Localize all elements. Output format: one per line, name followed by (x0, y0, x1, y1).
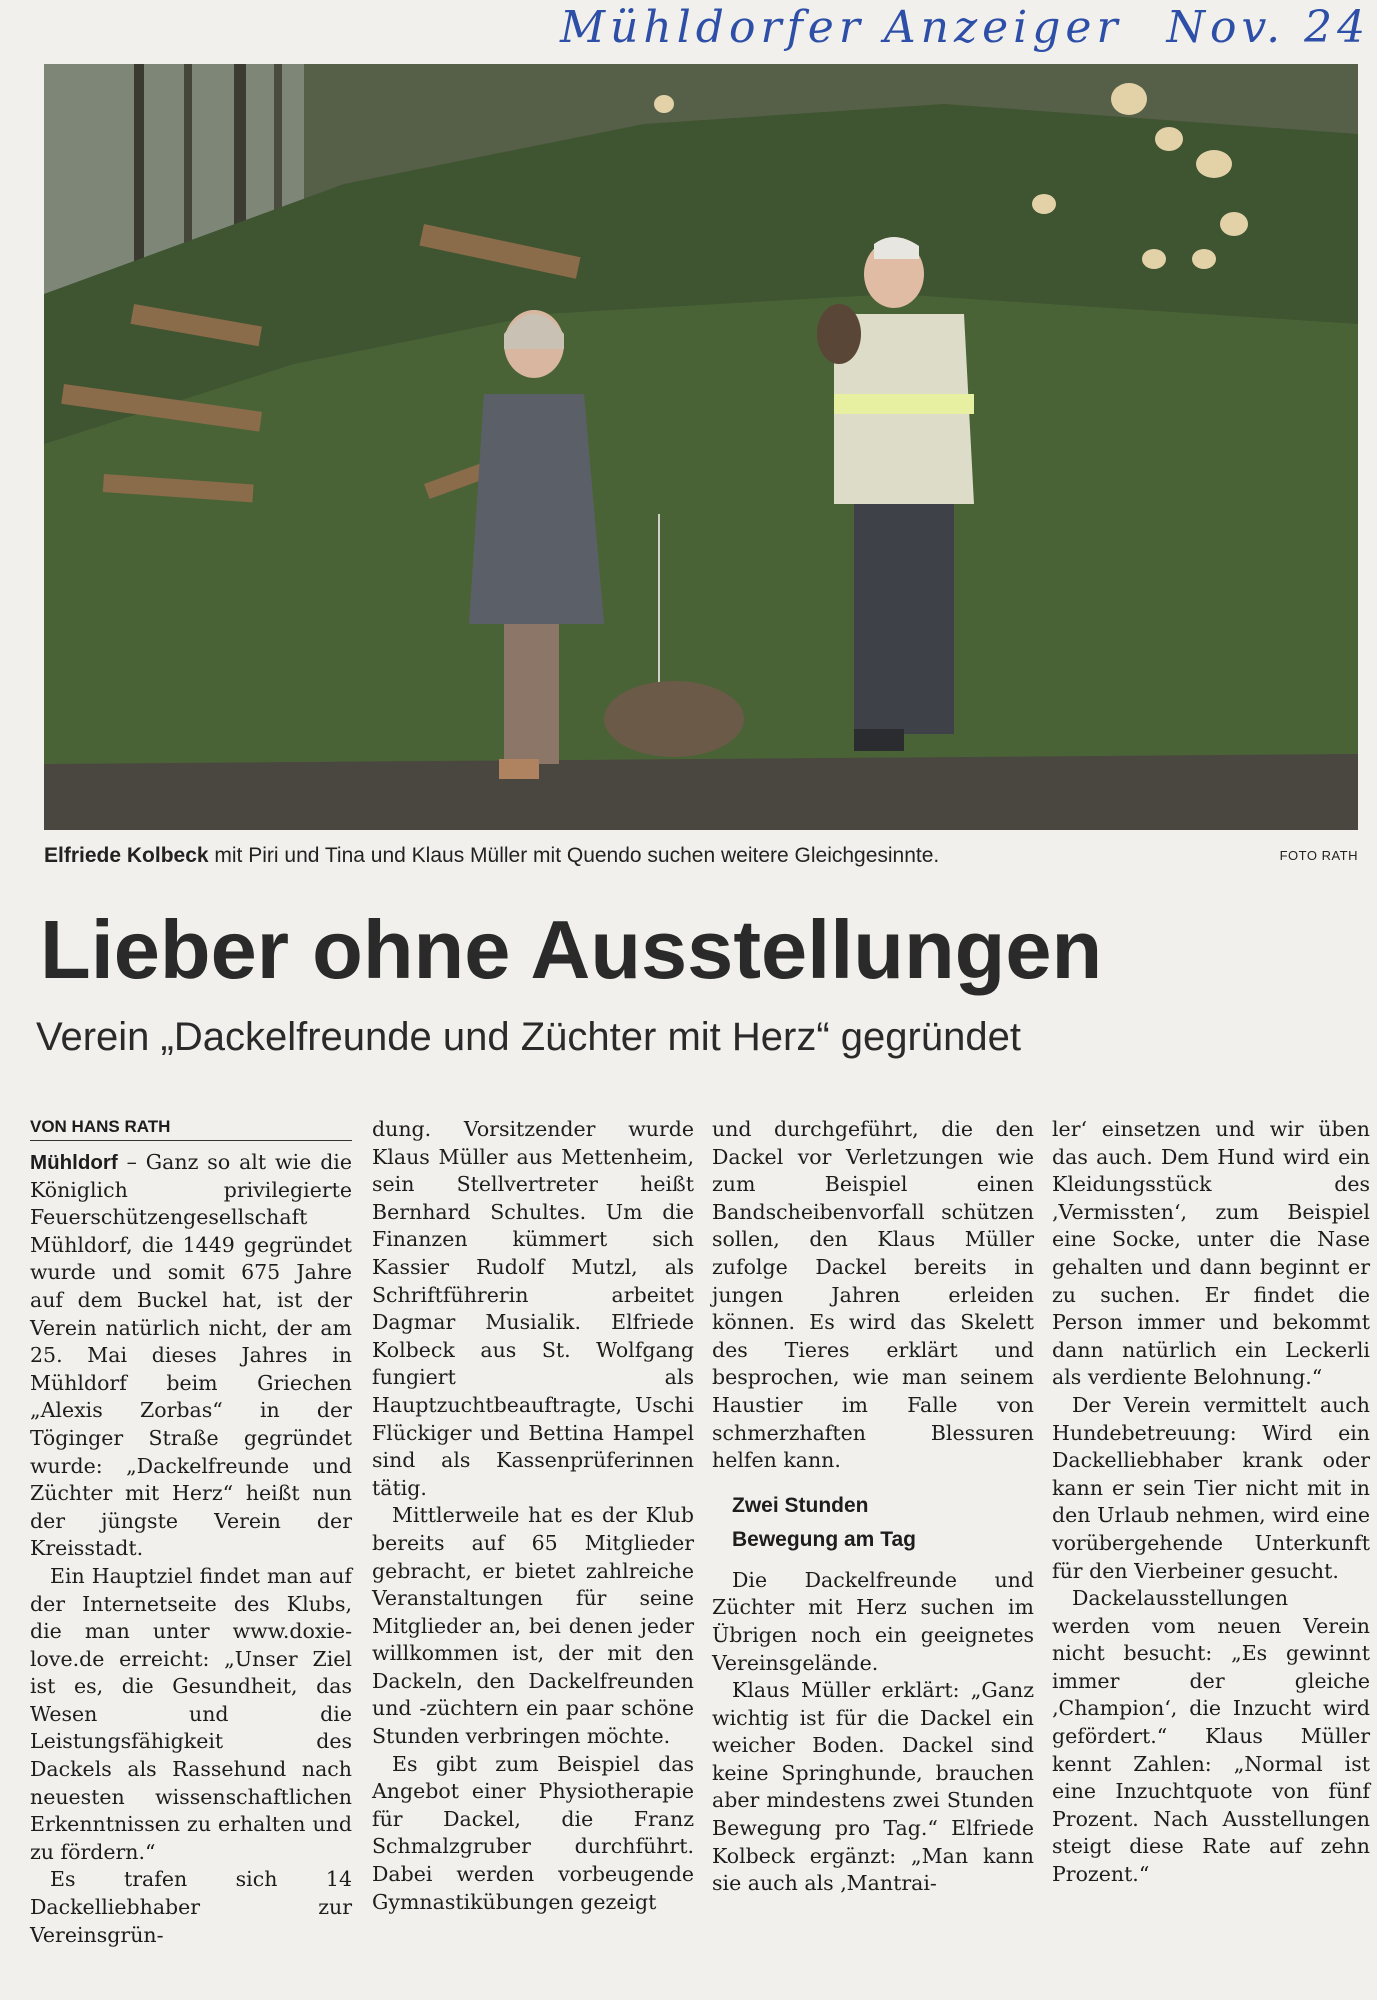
article-photo (44, 64, 1358, 830)
article-headline: Lieber ohne Ausstellungen (40, 903, 1103, 996)
paragraph: Mittlerweile hat es der Klub bereits auf 65 Mitglieder gebracht, er bietet zahlreiche Veranstaltungen für seine Mitglieder an, bei denen jeder willkommen ist, der mit den Dackeln, den Dackelfreunden und -züchtern ein paar schöne Stunden verbringen möchte. (372, 1503, 694, 1749)
paragraph: Dackelausstellungen werden vom neuen Verein nicht besucht: „Es gewinnt immer der gleiche ‚Champion‘, die Inzucht wird gefördert.“ Klaus Müller kennt Zahlen: „Normal ist eine Inzuchtquote von fünf Prozent. Nach Ausstellungen steigt diese Rate auf zehn Prozent.“ (1052, 1586, 1370, 1887)
handnote-date: Nov. 24 (1166, 2, 1371, 53)
paragraph: Ein Hauptziel findet man auf der Internetseite des Klubs, die man unter www.doxie-love.de erreicht: „Unser Ziel ist es, die Gesundheit, das Wesen und die Leistungsfähigkeit des Dackels als Rassehund nach neuesten wissenschaftlichen Erkenntnissen zu erhalten und zu fördern.“ (30, 1563, 352, 1864)
caption-text: mit Piri und Tina und Klaus Müller mit Quendo suchen weitere Gleichgesinnte. (208, 844, 940, 867)
photo-illustration (44, 64, 1358, 830)
caption-names: Elfriede Kolbeck (44, 844, 209, 867)
paragraph: Der Verein vermittelt auch Hundebetreuung: Wird ein Dackelliebhaber krank oder kann er sein Tier nicht mit in den Urlaub nehmen, wird eine vorübergehende Unterkunft für den Vierbeiner gesucht. (1052, 1392, 1370, 1583)
paragraph: ler‘ einsetzen und wir üben das auch. Dem Hund wird ein Kleidungsstück des ‚Vermissten‘, zum Beispiel eine Socke, unter die Nase gehalten und dann beginnt er zu suchen. Er findet die Person immer und bekommt dann natürlich ein Leckerli als verdiente Belohnung.“ (1052, 1117, 1370, 1390)
article-column-4 (1052, 1116, 1370, 1889)
article-column-2 (372, 1116, 694, 1916)
paragraph (30, 1149, 352, 1563)
paragraph-text: – Ganz so alt wie die Königlich privilegierte Feuerschützengesellschaft Mühldorf, die 1449 gegründet wurde und somit 675 Jahre auf dem Buckel hat, ist der Verein natürlich nicht, der am 25. Mai dieses Jahres in Mühldorf beim Griechen „Alexis Zorbas“ in der Töginger Straße gegründet wurde: „Dackelfreunde und Züchter mit Herz“ heißt nun der jüngste Verein der Kreisstadt. (30, 1150, 352, 1561)
article-column-1 (30, 1116, 352, 1949)
dateline: Mühldorf (30, 1151, 118, 1174)
intertitle-line-1: Zwei Stunden (732, 1493, 869, 1517)
photo-credit: FOTO RATH (1279, 848, 1358, 863)
photo-caption (44, 844, 1358, 878)
intertitle (732, 1489, 1034, 1557)
paragraph: Klaus Müller erklärt: „Ganz wichtig ist für die Dackel ein weicher Boden. Dackel sind keine Springhunde, brauchen aber mindestens zwei Stunden Bewegung pro Tag.“ Elfriede Kolbeck ergänzt: „Man kann sie auch als ‚Mantrai- (712, 1678, 1034, 1896)
byline: VON HANS RATH (30, 1116, 352, 1141)
intertitle-line-2: Bewegung am Tag (732, 1527, 916, 1551)
paragraph: und durchgeführt, die den Dackel vor Verletzungen wie zum Beispiel einen Bandscheibenvorfall schützen sollen, den Klaus Müller zufolge Dackel bereits in jungen Jahren erleiden können. Es wird das Skelett des Tieres erklärt und besprochen, wie man seinem Haustier im Falle von schmerzhaften Blessuren helfen kann. (712, 1117, 1034, 1473)
paragraph: dung. Vorsitzender wurde Klaus Müller aus Mettenheim, sein Stellvertreter heißt Bernhard Schultes. Um die Finanzen kümmert sich Kassier Rudolf Mutzl, als Schriftführerin arbeitet Dagmar Musialik. Elfriede Kolbeck aus St. Wolfgang fungiert als Hauptzuchtbeauftragte, Uschi Flückiger und Bettina Hampel sind als Kassenprüferinnen tätig. (372, 1117, 694, 1500)
handwritten-source-note (560, 2, 1371, 62)
article-column-3 (712, 1116, 1034, 1898)
paragraph: Es trafen sich 14 Dackelliebhaber zur Vereinsgrün- (30, 1867, 352, 1947)
paragraph: Es gibt zum Beispiel das Angebot einer Physiotherapie für Dackel, die Franz Schmalzgruber durchführt. Dabei werden vorbeugende Gymnastikübungen gezeigt (372, 1751, 694, 1914)
handnote-paper: Mühldorfer Anzeiger (560, 2, 1123, 53)
paragraph: Die Dackelfreunde und Züchter mit Herz suchen im Übrigen noch ein geeignetes Vereinsgelände. (712, 1567, 1034, 1675)
article-subheadline: Verein „Dackelfreunde und Züchter mit Herz“ gegründet (36, 1015, 1021, 1059)
